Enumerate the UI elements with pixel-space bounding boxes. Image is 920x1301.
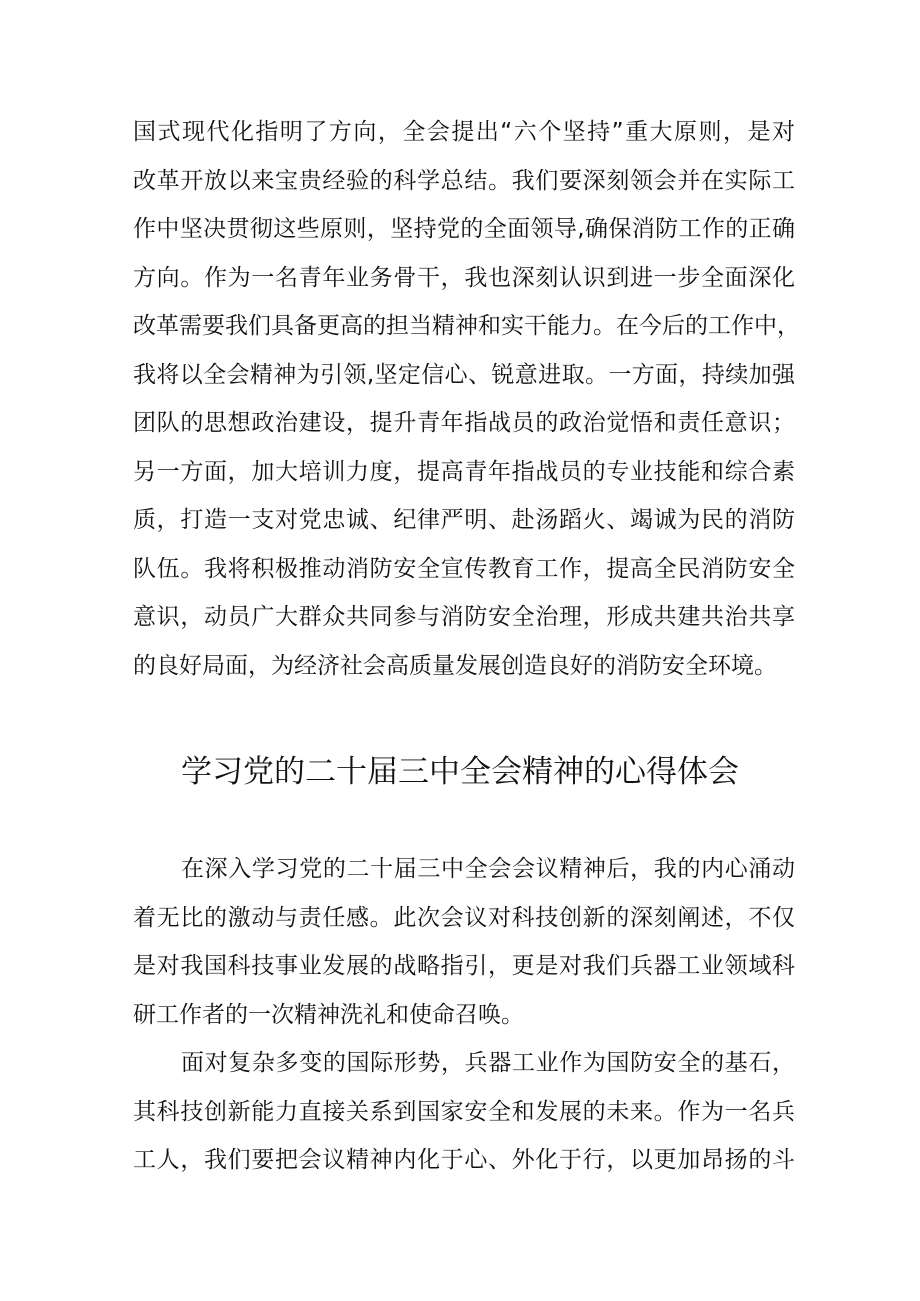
text-line: 质，打造一支对党忠诚、纪律严明、赴汤蹈火、竭诚为民的消防 — [133, 507, 795, 533]
text-line: 其科技创新能力直接关系到国家安全和发展的未来。作为一名兵 — [133, 1098, 795, 1125]
text-line: 在深入学习党的二十届三中全会会议精神后，我的内心涌动 — [181, 856, 795, 882]
text-line: 改革需要我们具备更高的担当精神和实干能力。在今后的工作中， — [133, 313, 800, 339]
text-line: 另一方面，加大培训力度，提高青年指战员的专业技能和综合素 — [133, 458, 795, 485]
text-line: 的良好局面，为经济社会高质量发展创造良好的消防安全环境。 — [133, 652, 777, 679]
body-text-section-2 — [133, 845, 795, 1185]
text-line: 作中坚决贯彻这些原则，坚持党的全面领导,确保消防工作的正确 — [133, 216, 795, 242]
text-line: 团队的思想政治建设，提升青年指战员的政治觉悟和责任意识； — [133, 410, 795, 436]
text-line: 面对复杂多变的国际形势，兵器工业作为国防安全的基石， — [181, 1050, 795, 1076]
text-line: 是对我国科技事业发展的战略指引，更是对我们兵器工业领域科 — [133, 953, 795, 979]
text-line: 国式现代化指明了方向，全会提出“六个坚持”重大原则，是对 — [133, 119, 795, 145]
text-line: 着无比的激动与责任感。此次会议对科技创新的深刻阐述，不仅 — [133, 904, 795, 931]
text-line: 队伍。我将积极推动消防安全宣传教育工作，提高全民消防安全 — [133, 555, 795, 582]
body-text-section-1 — [133, 108, 800, 690]
text-line: 方向。作为一名青年业务骨干，我也深刻认识到进一步全面深化 — [133, 264, 795, 291]
text-line: 我将以全会精神为引领,坚定信心、锐意进取。一方面，持续加强 — [133, 361, 795, 388]
text-line: 改革开放以来宝贵经验的科学总结。我们要深刻领会并在实际工 — [133, 167, 795, 194]
text-line: 研工作者的一次精神洗礼和使命召唤。 — [133, 1001, 524, 1028]
text-line: 工人，我们要把会议精神内化于心、外化于行，以更加昂扬的斗 — [133, 1147, 795, 1173]
article-title: 学习党的二十届三中全会精神的心得体会 — [181, 754, 739, 790]
text-line: 意识，动员广大群众共同参与消防安全治理，形成共建共治共享 — [133, 604, 795, 630]
